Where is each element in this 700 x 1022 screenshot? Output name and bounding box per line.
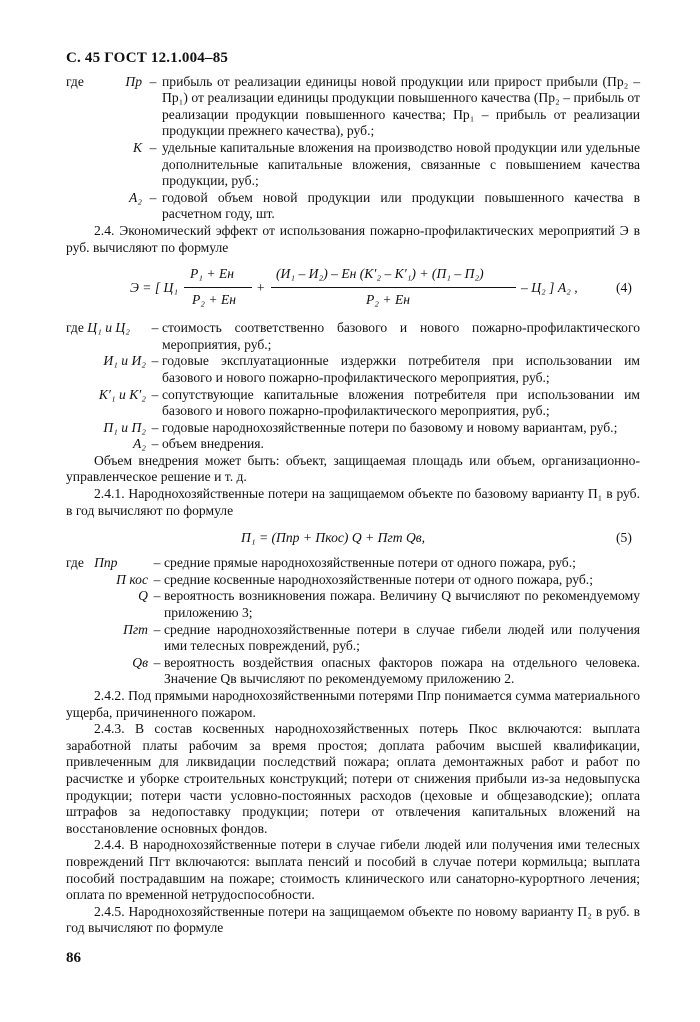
formula4-plus: + [256, 280, 266, 296]
term-c1c2: Ц₁ и Ц₂ [87, 320, 130, 336]
definition-term: И₁ и И₂ [103, 353, 146, 369]
formula-5 [66, 523, 640, 553]
definition-dash: – [149, 189, 157, 205]
where-label: где [66, 320, 84, 336]
definition-term: K′₁ и K′₂ [98, 386, 146, 402]
definition-dash: – [153, 571, 161, 587]
definition-text: средние народнохозяйственные потери в случае гибели людей или получения ими телесных повреждений, руб.; [164, 621, 640, 654]
paragraph-2-4-2: 2.4.2. Под прямыми народнохозяйственными потерями Ппр понимается сумма материального ущерба, причиненного пожаром. [66, 688, 640, 720]
definition-dash: – [151, 419, 159, 435]
formula4-tail: – Ц₂ ] A₂ , [521, 280, 578, 296]
formula4-lhs: Э = [ Ц₁ [130, 280, 179, 296]
definition-term [66, 555, 150, 572]
definition-text: стоимость соответственно базового и нового пожарно-профилактического мероприятия, руб.; [162, 320, 640, 352]
paragraph-2-4-5: 2.4.5. Народнохозяйственные потери на защищаемом объекте по новому варианту П₂ в руб. в год вычисляют по формуле [66, 903, 640, 936]
paragraph-2-4-1: 2.4.1. Народнохозяйственные потери на защищаемом объекте по базовому варианту П₁ в руб. в год вычисляют по формуле [66, 486, 640, 518]
definition-text: вероятность воздействия опасных факторов пожара на отдельного человека. Значение Qв вычисляют по рекомендуемому приложению 2. [164, 654, 640, 687]
definition-term: Пр [125, 73, 142, 89]
formula4-den2: P₂ + Eн [366, 292, 411, 308]
definition-dash: – [151, 320, 159, 336]
definition-dash: – [151, 386, 159, 402]
term-ppr: Ппр [94, 555, 118, 571]
paragraph-volume: Объем внедрения может быть: объект, защищаемая площадь или объем, организационно-управленческое решение и т. д. [66, 452, 640, 485]
definition-dash: – [153, 588, 161, 604]
formula4-number: (4) [616, 280, 632, 296]
formula4-num2: (И₁ – И₂) – Eн (K′₂ – K′₁) + (П₁ – П₂) [276, 266, 484, 282]
definition-term: Q [138, 588, 148, 604]
definition-term: Qв [132, 654, 148, 670]
definition-text: сопутствующие капитальные вложения потребителя при использовании им базового и нового пожарно-профилактического мероприятия, руб.; [162, 386, 640, 419]
definition-dash: – [151, 353, 159, 369]
fraction-bar [271, 287, 516, 288]
definition-term: К [132, 139, 142, 155]
definition-text: средние косвенные народнохозяйственные потери от одного пожара, руб.; [164, 571, 593, 587]
definition-term [66, 320, 148, 353]
definition-text: вероятность возникновения пожара. Величину Q вычисляют по рекомендуемому приложению 3; [164, 588, 640, 621]
document-page [66, 50, 640, 937]
definition-term: П кос [116, 571, 148, 587]
definition-dash: – [151, 436, 159, 452]
definition-dash: – [149, 139, 157, 155]
paragraph-2-4-3: 2.4.3. В состав косвенных народнохозяйственных потерь Пкос включаются: выплата заработной платы рабочим за время простоя; доплата рабочим высшей квалификации, привлеченным для ликвидации последствий пожара; оплата демонтажных работ и работ по расчистке и уборке строительных конструкций; потери от снижения прибыли из-за недовыпуска продукции; потери части условно-постоянных расходов (цеховые и общезаводские); оплата штрафов за недопоставку продукции; потери от отвлечения капитальных вложений на восстановление основных фондов. [66, 721, 640, 836]
where-label: где [66, 73, 84, 89]
definition-text: средние прямые народнохозяйственные потери от одного пожара, руб.; [164, 555, 576, 571]
definition-text: годовые эксплуатационные издержки потребителя при использовании им базового и нового пожарно-профилактического мероприятия, руб.; [162, 353, 640, 385]
definition-dash: – [153, 555, 161, 571]
definition-dash: – [149, 73, 157, 89]
formula5-number: (5) [616, 530, 632, 546]
formula5-text: П₁ = (Ппр + Пкос) Q + Пгт Qв, [241, 530, 426, 546]
where-label: где [66, 555, 84, 571]
paragraph-2-4: 2.4. Экономический эффект от использования пожарно-профилактических мероприятий Э в руб. вычисляют по формуле [66, 222, 640, 255]
definition-dash: – [153, 654, 161, 670]
definition-text: годовые народнохозяйственные потери по базовому и новому вариантам, руб.; [162, 419, 618, 435]
definition-dash: – [153, 621, 161, 637]
definition-term: П₁ и П₂ [103, 419, 146, 435]
fraction-bar [184, 287, 252, 288]
formula4-num1: P₁ + Eн [190, 266, 235, 282]
definition-text: годовой объем новой продукции или продукции повышенного качества в расчетном году, шт. [162, 189, 640, 222]
definition-term: Пгт [123, 621, 148, 637]
definition-text: удельные капитальные вложения на производство новой продукции или удельные дополнительные капитальные вложения, связанные с повышением качества продукции, руб.; [162, 139, 640, 189]
definitions-formula4 [66, 320, 640, 453]
definitions-formula5 [66, 555, 640, 688]
definition-term: А₂ [128, 189, 142, 205]
paragraph-2-4-4: 2.4.4. В народнохозяйственные потери в случае гибели людей или получения ими телесных повреждений Пгт включаются: выплата пенсий и пособий в случае потери кормильца; выплата пособий пострадавшим на пожаре; стоимость клинического или санаторно-курортного лечения; оплата по временной нетрудоспособности. [66, 837, 640, 903]
formula-4 [66, 262, 640, 316]
definitions-pr [66, 74, 640, 223]
definition-text: прибыль от реализации единицы новой продукции или прирост прибыли (Пр₂ – Пр₁) от реализации единицы продукции повышенного качества (Пр₂ – прибыль от реализации продукции повышенного качества; Пр₁ – прибыль от реализации продукции прежнего качества), руб.; [162, 73, 640, 139]
page-header: С. 45 ГОСТ 12.1.004–85 [66, 50, 229, 66]
definition-text: объем внедрения. [162, 436, 264, 452]
page-number: 86 [66, 950, 81, 966]
formula4-den1: P₂ + Eн [192, 292, 237, 308]
definition-term: А₂ [132, 436, 146, 452]
